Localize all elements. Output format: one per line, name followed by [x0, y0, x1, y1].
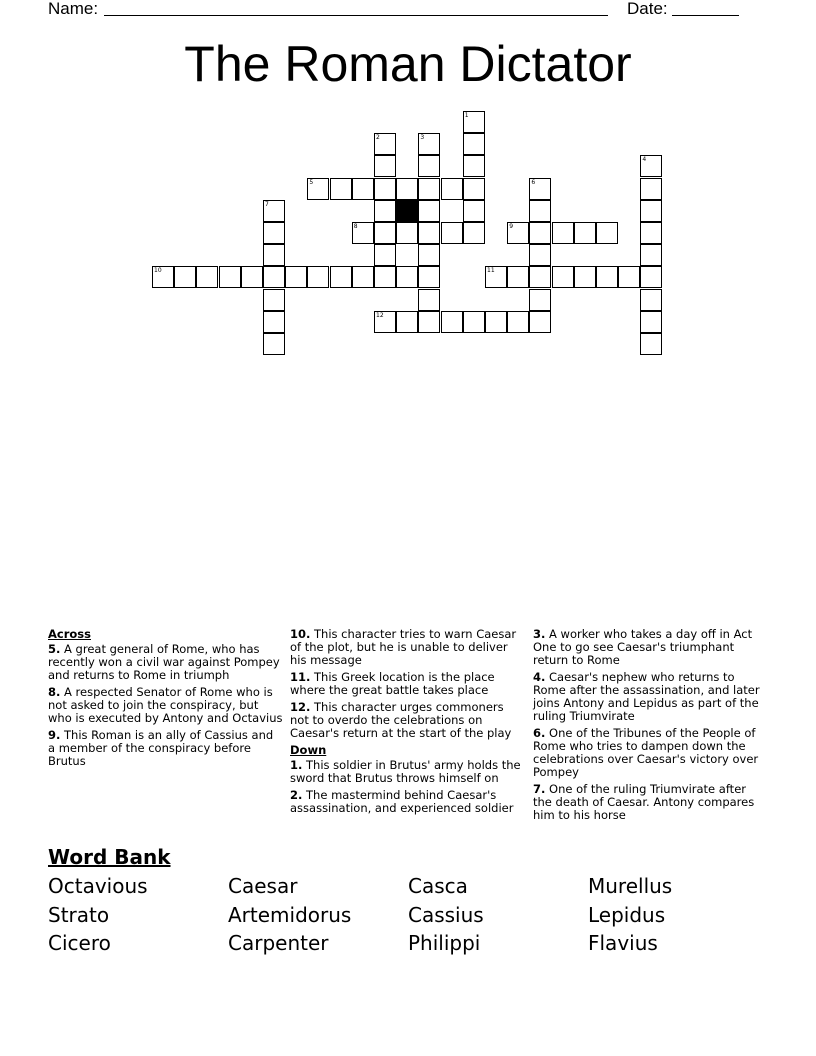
grid-cell[interactable] [529, 178, 551, 200]
clue-number: 7. [533, 782, 546, 796]
grid-cell[interactable] [640, 289, 662, 311]
grid-cell[interactable] [463, 155, 485, 177]
grid-cell[interactable] [352, 222, 374, 244]
grid-cell[interactable] [374, 222, 396, 244]
clue-number: 8. [48, 685, 61, 699]
grid-cell[interactable] [418, 178, 440, 200]
grid-cell[interactable] [263, 266, 285, 288]
grid-cell[interactable] [463, 111, 485, 133]
date-label: Date: [627, 0, 668, 18]
clue-down-3 [533, 628, 768, 667]
grid-cell[interactable] [396, 222, 418, 244]
down-heading: Down [290, 743, 327, 757]
clue-text: The mastermind behind Caesar's assassination, and experienced soldier [290, 788, 514, 815]
grid-cell[interactable] [640, 333, 662, 355]
grid-cell[interactable] [640, 178, 662, 200]
black-cell [396, 200, 418, 222]
grid-cell[interactable] [352, 178, 374, 200]
grid-cell[interactable] [618, 266, 640, 288]
grid-cell[interactable] [418, 200, 440, 222]
clue-number-label: 7 [265, 200, 269, 208]
grid-cell[interactable] [485, 311, 507, 333]
grid-cell[interactable] [374, 266, 396, 288]
clue-down-4 [533, 671, 768, 723]
word-bank-word: Artemidorus [228, 903, 352, 927]
clue-text: Caesar's nephew who returns to Rome after the assassination, and later joins Antony and Lepidus as part of the ruling Triumvirate [533, 670, 760, 723]
grid-cell[interactable] [330, 178, 352, 200]
clue-text: A respected Senator of Rome who is not asked to join the conspiracy, but who is executed by Antony and Octavius [48, 685, 283, 725]
grid-cell[interactable] [352, 266, 374, 288]
grid-cell[interactable] [529, 222, 551, 244]
grid-cell[interactable] [463, 311, 485, 333]
clue-across-9 [48, 729, 283, 768]
grid-cell[interactable] [574, 266, 596, 288]
grid-cell[interactable] [330, 266, 352, 288]
clue-down-2 [290, 789, 525, 815]
clue-number-label: 8 [353, 223, 358, 230]
grid-cell[interactable] [441, 222, 463, 244]
crossword-grid [0, 0, 816, 400]
grid-cell[interactable] [552, 266, 574, 288]
page-title: The Roman Dictator [184, 36, 632, 92]
grid-cell[interactable] [285, 266, 307, 288]
word-bank-word: Casca [408, 874, 468, 898]
word-bank-word: Philippi [408, 931, 481, 955]
grid-cell[interactable] [485, 266, 507, 288]
grid-cell[interactable] [529, 289, 551, 311]
word-bank-title: Word Bank [48, 845, 171, 869]
clue-text: This Roman is an ally of Cassius and a member of the conspiracy before Brutus [48, 728, 274, 768]
grid-cell[interactable] [640, 200, 662, 222]
word-bank-word: Cicero [48, 931, 111, 955]
grid-cell[interactable] [396, 266, 418, 288]
clue-number-label: 9 [509, 223, 514, 230]
clue-across-10 [290, 628, 525, 667]
clue-number: 11. [290, 670, 311, 684]
grid-cell[interactable] [640, 311, 662, 333]
grid-cell[interactable] [263, 289, 285, 311]
grid-cell[interactable] [640, 155, 662, 177]
grid-cell[interactable] [374, 311, 396, 333]
grid-cell[interactable] [596, 222, 618, 244]
clue-number-label: 6 [531, 178, 536, 186]
grid-cell[interactable] [463, 200, 485, 222]
grid-cell[interactable] [574, 222, 596, 244]
clues-column-1 [48, 628, 283, 772]
grid-cell[interactable] [196, 266, 218, 288]
grid-cell[interactable] [263, 333, 285, 355]
clue-number-label: 4 [642, 156, 647, 164]
clues-column-3 [533, 628, 768, 826]
grid-cell[interactable] [441, 178, 463, 200]
grid-cell[interactable] [418, 289, 440, 311]
grid-cell[interactable] [374, 155, 396, 177]
grid-cell[interactable] [418, 222, 440, 244]
grid-cell[interactable] [263, 311, 285, 333]
clue-number-label: 11 [487, 267, 495, 275]
clue-down-7 [533, 783, 768, 822]
grid-cell[interactable] [418, 133, 440, 155]
word-bank-word: Caesar [228, 874, 298, 898]
grid-cell[interactable] [174, 266, 196, 288]
grid-cell[interactable] [640, 244, 662, 266]
clue-text: This Greek location is the place where the great battle takes place [290, 670, 495, 697]
grid-cell[interactable] [529, 200, 551, 222]
clue-text: This character tries to warn Caesar of the plot, but he is unable to deliver his message [290, 627, 517, 667]
clue-number: 2. [290, 788, 303, 802]
grid-cell[interactable] [529, 244, 551, 266]
name-label: Name: [48, 0, 99, 18]
grid-cell[interactable] [463, 178, 485, 200]
clue-number-label: 1 [464, 112, 469, 119]
clue-number: 9. [48, 728, 61, 742]
grid-cell[interactable] [529, 266, 551, 288]
clue-down-6 [533, 727, 768, 779]
clue-number: 6. [533, 726, 546, 740]
grid-cell[interactable] [552, 222, 574, 244]
grid-cell[interactable] [640, 266, 662, 288]
clue-number: 1. [290, 758, 303, 772]
grid-cell[interactable] [396, 178, 418, 200]
clue-across-12 [290, 701, 525, 740]
clue-across-11 [290, 671, 525, 697]
clue-number-label: 5 [309, 178, 314, 186]
word-bank-word: Flavius [588, 931, 658, 955]
clue-number-label: 12 [376, 311, 384, 319]
clues-column-2 [290, 628, 525, 819]
grid-cell[interactable] [507, 222, 529, 244]
grid-cell[interactable] [396, 311, 418, 333]
grid-cell[interactable] [418, 266, 440, 288]
grid-cell[interactable] [374, 200, 396, 222]
grid-cell[interactable] [152, 266, 174, 288]
clue-across-5 [48, 643, 283, 682]
clue-text: One of the Tribunes of the People of Rome who tries to dampen down the celebrations over Caesar's victory over Pompey [533, 726, 759, 779]
clue-number: 12. [290, 700, 311, 714]
grid-cell[interactable] [507, 311, 529, 333]
clue-number: 3. [533, 627, 546, 641]
grid-cell[interactable] [263, 200, 285, 222]
clue-number-label: 10 [154, 267, 162, 275]
clues-section [48, 628, 778, 833]
clue-down-1 [290, 759, 525, 785]
grid-cell[interactable] [596, 266, 618, 288]
grid-cell[interactable] [418, 311, 440, 333]
grid-cell[interactable] [463, 222, 485, 244]
word-bank-word: Lepidus [588, 903, 666, 927]
across-heading: Across [48, 627, 91, 641]
grid-cell[interactable] [463, 133, 485, 155]
grid-cell[interactable] [374, 133, 396, 155]
word-bank-word: Octavious [48, 874, 148, 898]
word-bank [48, 844, 768, 964]
grid-cell[interactable] [219, 266, 241, 288]
clue-number: 4. [533, 670, 546, 684]
clue-text: This soldier in Brutus' army holds the sword that Brutus throws himself on [290, 758, 521, 785]
grid-cell[interactable] [507, 266, 529, 288]
grid-cell[interactable] [263, 244, 285, 266]
clue-text: One of the ruling Triumvirate after the death of Caesar. Antony compares him to his horse [533, 782, 755, 822]
grid-cell[interactable] [640, 222, 662, 244]
grid-cell[interactable] [241, 266, 263, 288]
clue-across-8 [48, 686, 283, 725]
word-bank-word: Cassius [408, 903, 484, 927]
clue-number-label: 3 [420, 134, 425, 142]
grid-cell[interactable] [441, 311, 463, 333]
grid-cell[interactable] [307, 178, 329, 200]
grid-cell[interactable] [418, 244, 440, 266]
clue-text: This character urges commoners not to overdo the celebrations on Caesar's return at the start of the play [290, 700, 512, 740]
word-bank-word: Carpenter [228, 931, 329, 955]
clue-text: A worker who takes a day off in Act One to go see Caesar's triumphant return to Rome [533, 627, 753, 667]
grid-cell[interactable] [529, 311, 551, 333]
grid-cell[interactable] [307, 266, 329, 288]
word-bank-word: Murellus [588, 874, 673, 898]
clue-number-label: 2 [376, 134, 380, 142]
clue-number: 10. [290, 627, 311, 641]
grid-cell[interactable] [418, 155, 440, 177]
clue-text: A great general of Rome, who has recently won a civil war against Pompey and returns to Rome in triumph [48, 642, 280, 682]
word-bank-word: Strato [48, 903, 110, 927]
clue-number: 5. [48, 642, 61, 656]
grid-cell[interactable] [263, 222, 285, 244]
grid-cell[interactable] [374, 178, 396, 200]
grid-cell[interactable] [374, 244, 396, 266]
